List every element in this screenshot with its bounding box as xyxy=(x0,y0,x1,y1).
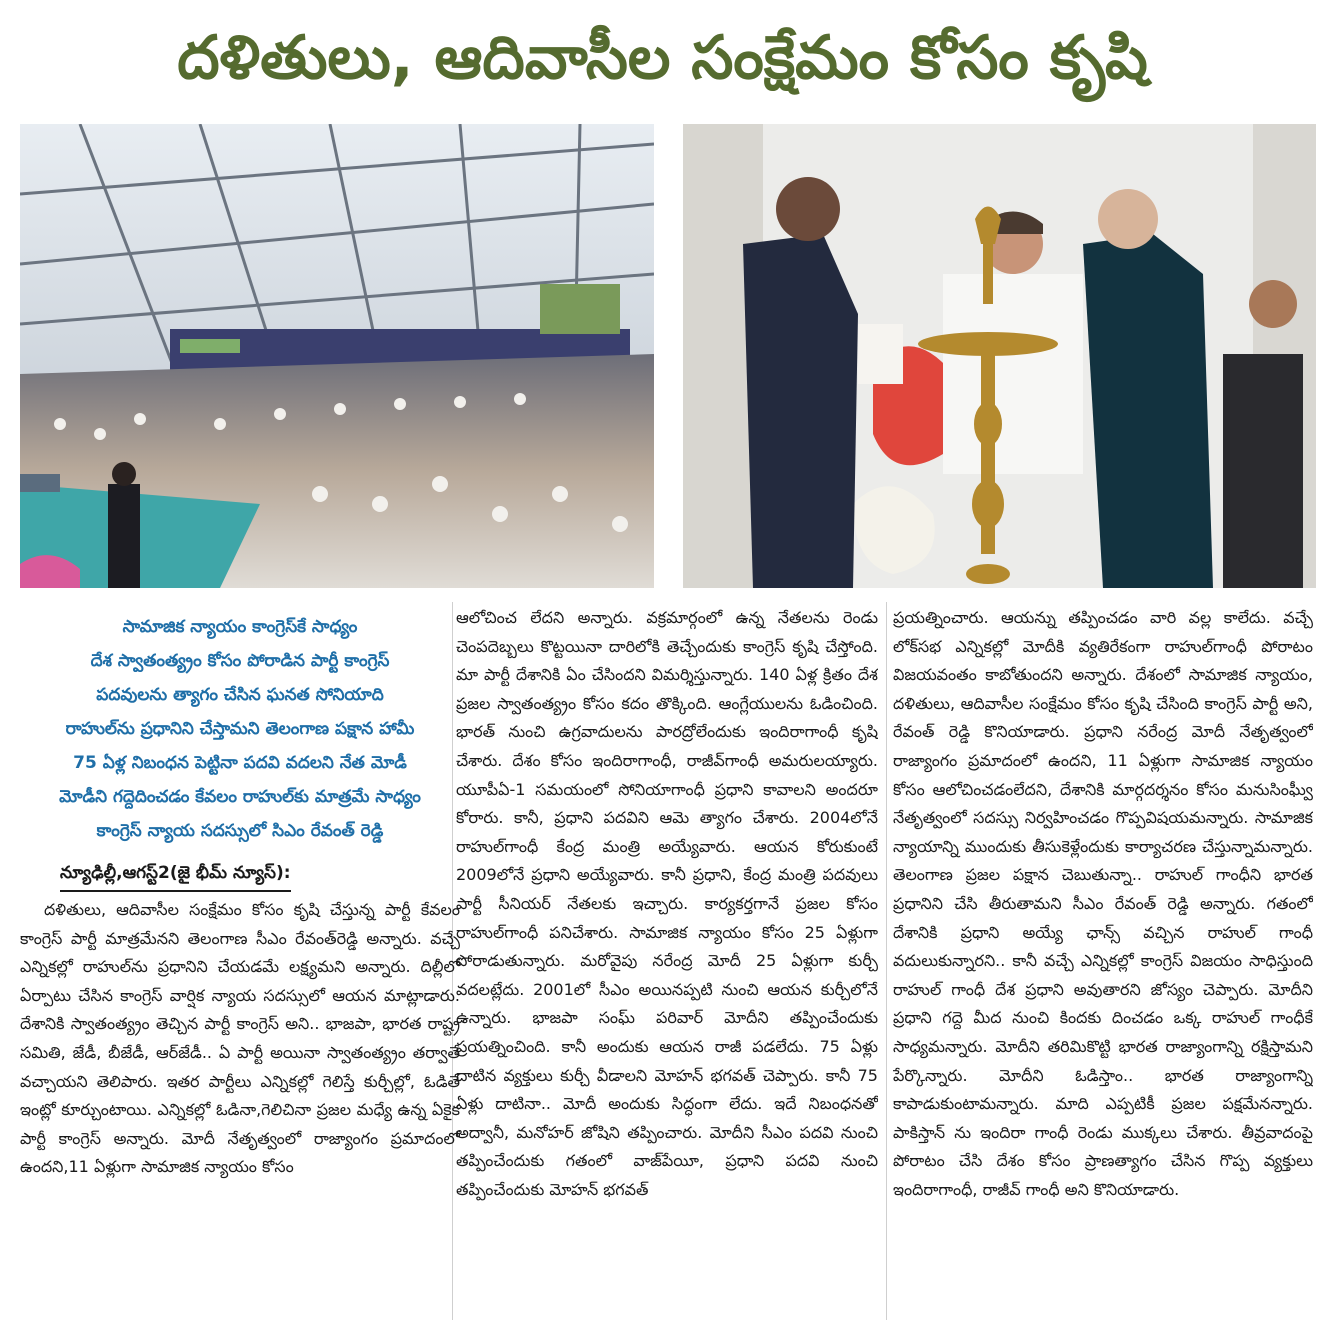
article-body-col2: ఆలోచించ లేదని అన్నారు. వక్రమార్గంలో ఉన్న నేతలను రెండు చెంపదెబ్బలు కొట్టయినా దారిలోకి తెచ్చేందుకు కాంగ్రెస్ కృషి చేస్తోంది. మా పార్టీ దేశానికి ఏం చేసిందని విమర్శిస్తున్నారు. 140 ఏళ్ల క్రితం దేశ ప్రజల స్వాతంత్య్రం కోసం కదం తొక్కింది. ఆంగ్లేయులను ఓడించింది. భారత్ నుంచి ఉగ్రవాదులను పారద్రోలేందుకు ఇందిరాగాంధీ కృషి చేశారు. దేశం కోసం ఇందిరాగాంధీ, రాజీవ్‌గాంధీ అమరులయ్యారు. యూపీఏ-1 సమయంలో సోనియాగాంధీ ప్రధాని కావాలని అందరూ కోరారు. కానీ, ప్రధాని పదవిని ఆమె త్యాగం చేశారు. 2004లోనే రాహుల్‌గాంధీ కేంద్ర మంత్రి అయ్యేవారు. ఆయన కోరుకుంటే 2009లోనే ప్రధాని అయ్యేవారు. కానీ ప్రధాని, కేంద్ర మంత్రి పదవులు పార్టీ సీనియర్ నేతలకు ఇచ్చారు. కార్యకర్తగానే ప్రజల కోసం రాహుల్‌గాంధీ పనిచేశారు. సామాజిక న్యాయం కోసం 25 ఏళ్లుగా పోరాడుతున్నారు. మరోవైపు నరేంద్ర మోదీ 25 ఏళ్లుగా కుర్చీ వదలట్లేదు. 2001లో సీఎం అయినప్పటి నుంచి ఆయన కుర్చీలోనే ఉన్నారు. భాజపా సంఘ్ పరివార్ మోదీని తప్పించేందుకు ప్రయత్నించింది. కానీ అందుకు ఆయన రాజీ పడలేదు. 75 ఏళ్లు దాటిన వ్యక్తులు కుర్చీ వీడాలని మోహన్ భగవత్ చెప్పారు. కానీ 75 ఏళ్లు దాటినా.. మోదీ అందుకు సిద్ధంగా లేదు. ఇదే నిబంధనతో అద్వానీ, మనోహర్ జోషిని తప్పించారు. మోదీని సీఎం పదవి నుంచి తప్పించేందుకు గతంలో వాజ్‌పేయీ, ప్రధాని పదవి నుంచి తప్పించేందుకు మోహన్ భగవత్ xyxy=(456,608,878,1199)
article-body-col3: ప్రయత్నించారు. ఆయన్ను తప్పించడం వారి వల్ల కాలేదు. వచ్చే లోక్‌సభ ఎన్నికల్లో మోదీకి వ్యతిరేకంగా రాహుల్‌గాంధీ పోరాటం విజయవంతం కాబోతుందని అన్నారు. దేశంలో సామాజిక న్యాయం, దళితులు, ఆదివాసీల సంక్షేమం కోసం కృషి చేసింది కాంగ్రెస్ పార్టీ అని, రేవంత్ రెడ్డి కొనియాడారు. ప్రధాని నరేంద్ర మోదీ నేతృత్వంలో రాజ్యాంగం ప్రమాదంలో ఉందని, 11 ఏళ్లుగా సామాజిక న్యాయం కోసం ఆలోచించడంలేదని, దేశానికి మార్గదర్శనం కోసం మనుసింఘ్వీ నేతృత్వంలో సదస్సు నిర్వహించడం గొప్పవిషయమన్నారు. సామాజిక న్యాయాన్ని ముందుకు తీసుకెళ్లేందుకు కార్యాచరణ చేస్తున్నామన్నారు. తెలంగాణ ప్రజల పక్షాన చెబుతున్నా.. రాహుల్ గాంధీని భారత ప్రధానిని చేసి తీరుతామని సీఎం రేవంత్ రెడ్డి అన్నారు. గతంలో దేశానికి ప్రధాని అయ్యే ఛాన్స్ వచ్చిన రాహుల్ గాంధీ వదులుకున్నారని.. కానీ వచ్చే ఎన్నికల్లో కాంగ్రెస్ విజయం సాధిస్తుంది రాహుల్ గాంధీ దేశ ప్రధాని అవుతారని జోస్యం చెప్పారు. మోదీని ప్రధాని గద్దె మీద నుంచి కిందకు దించడం ఒక్క రాహుల్ గాంధీకే సాధ్యమన్నారు. మోదీని తరిమికొట్టి భారత రాజ్యాంగాన్ని రక్షిస్తామని పేర్కొన్నారు. మోదీని ఓడిస్తాం.. భారత రాజ్యాంగాన్ని కాపాడుకుంటామన్నారు. మాది ఎప్పటికీ ప్రజల పక్షమేనన్నారు. పాకిస్తాన్ ను ఇందిరా గాంధీ రెండు ముక్కలు చేశారు. తీవ్రవాదంపై పోరాటం చేసి దేశం కోసం ప్రాణత్యాగం చేసిన గొప్ప వ్యక్తులు ఇందిరాగాంధీ, రాజీవ్ గాంధీ అని కొనియాడారు. xyxy=(893,608,1313,1199)
article-body-col1: దళితులు, ఆదివాసీల సంక్షేమం కోసం కృషి చేస్తున్న పార్టీ కేవలం కాంగ్రెస్ పార్టీ మాత్రమేనని తెలంగాణ సీఎం రేవంత్‌రెడ్డి అన్నారు. వచ్చే ఎన్నికల్లో రాహుల్‌ను ప్రధానిని చేయడమే లక్ష్యమని అన్నారు. దిల్లీలో ఏర్పాటు చేసిన కాంగ్రెస్ వార్షిక న్యాయ సదస్సులో ఆయన మాట్లాడారు. దేశానికి స్వాతంత్య్రం తెచ్చిన పార్టీ కాంగ్రెస్ అని.. భాజపా, భారత రాష్ట్ర సమితి, జేడీ, బీజేడీ, ఆర్‌జేడీ.. ఏ పార్టీ అయినా స్వాతంత్య్రం తర్వాతే వచ్చాయని తెలిపారు. ఇతర పార్టీలు ఎన్నికల్లో గెలిస్తే కుర్చీల్లో, ఓడితే ఇంట్లో కూర్చుంటాయి. ఎన్నికల్లో ఓడినా,గెలిచినా ప్రజల మధ్యే ఉన్న ఏకైక పార్టీ కాంగ్రెస్ అన్నారు. మోదీ నేతృత్వంలో రాజ్యాంగం ప్రమాదంలో ఉందని,11 ఏళ్లుగా సామాజిక న్యాయం కోసం xyxy=(20,900,460,1177)
lamp-lighting-image xyxy=(683,124,1316,588)
highlight-item: కాంగ్రెస్ న్యాయ సదస్సులో సిఎం రేవంత్ రెడ్డి xyxy=(96,821,384,841)
article-column-1 xyxy=(20,602,460,1320)
conference-hall-image xyxy=(20,124,654,588)
highlight-item: సామాజిక న్యాయం కాంగ్రెస్‌కే సాధ్యం xyxy=(122,617,358,637)
article-dateline: న్యూఢిల్లీ,ఆగస్ట్2(జై భీమ్ న్యూస్): xyxy=(60,858,291,892)
highlight-item: మోడీని గద్దెదించడం కేవలం రాహుల్‌కు మాత్రమే సాధ్యం xyxy=(59,787,421,807)
page-headline: దళితులు, ఆదివాసీల సంక్షేమం కోసం కృషి xyxy=(177,23,1148,93)
conference-hall-photo xyxy=(20,124,654,588)
highlight-item: పదవులను త్యాగం చేసిన ఘనత సోనియాది xyxy=(96,685,384,705)
column-divider xyxy=(886,602,887,1320)
article-highlights xyxy=(20,602,460,848)
highlight-item: రాహుల్‌ను ప్రధానిని చేస్తామని తెలంగాణ పక్షాన హామీ xyxy=(65,719,415,739)
article-column-2 xyxy=(456,602,878,1320)
highlight-item: దేశ స్వాతంత్య్రం కోసం పోరాడిన పార్టీ కాంగ్రెస్ xyxy=(90,651,390,671)
highlight-item: 75 ఏళ్ల నిబంధన పెట్టినా పదవి వదలని నేత మోడీ xyxy=(73,753,407,773)
lamp-lighting-ceremony-photo xyxy=(683,124,1316,588)
article-column-3 xyxy=(893,602,1313,1320)
